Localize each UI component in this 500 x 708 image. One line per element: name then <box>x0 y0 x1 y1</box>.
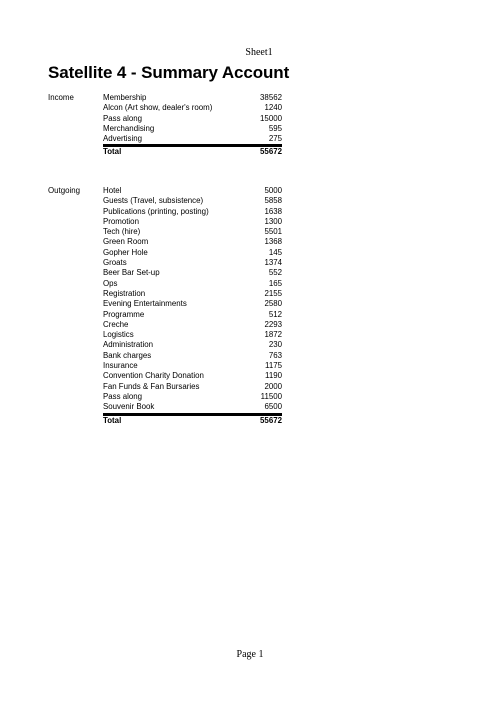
page-title: Satellite 4 - Summary Account <box>48 63 290 82</box>
income-total-row <box>103 145 282 156</box>
income-row <box>103 134 282 145</box>
income-item-label: Advertising <box>103 134 143 144</box>
outgoing-item-label: Logistics <box>103 330 134 340</box>
outgoing-row <box>103 310 282 320</box>
outgoing-row <box>103 299 282 309</box>
outgoing-row <box>103 330 282 340</box>
outgoing-item-label: Tech (hire) <box>103 227 141 237</box>
outgoing-item-label: Convention Charity Donation <box>103 371 204 381</box>
outgoing-row <box>103 320 282 330</box>
outgoing-item-label: Insurance <box>103 361 138 371</box>
outgoing-item-value: 1190 <box>265 371 282 381</box>
outgoing-total-row <box>103 414 282 425</box>
outgoing-row <box>103 279 282 289</box>
outgoing-item-label: Ops <box>103 278 118 288</box>
outgoing-item-value: 5858 <box>264 196 282 206</box>
outgoing-item-value: 1638 <box>264 206 282 216</box>
outgoing-row <box>103 361 282 371</box>
income-total-label: Total <box>103 147 122 157</box>
income-item-value: 595 <box>268 123 282 133</box>
income-label: Income <box>48 93 74 102</box>
income-row <box>103 114 282 124</box>
income-item-value: 1240 <box>264 103 282 113</box>
outgoing-rows <box>103 186 282 425</box>
outgoing-row <box>103 351 282 361</box>
outgoing-item-value: 165 <box>268 278 282 288</box>
outgoing-item-value: 2000 <box>264 381 282 391</box>
outgoing-row <box>103 217 282 227</box>
outgoing-item-label: Bank charges <box>103 350 152 360</box>
outgoing-row <box>103 248 282 258</box>
outgoing-row <box>103 371 282 381</box>
income-total-value: 55672 <box>260 147 282 157</box>
income-rows <box>103 93 282 156</box>
outgoing-item-label: Evening Entertainments <box>103 299 187 309</box>
outgoing-item-value: 1175 <box>265 361 282 371</box>
income-row <box>103 124 282 134</box>
outgoing-item-value: 5501 <box>264 227 282 237</box>
outgoing-item-label: Publications (printing, posting) <box>103 206 209 216</box>
outgoing-row <box>103 392 282 402</box>
outgoing-item-value: 11500 <box>260 391 282 401</box>
outgoing-total-value: 55672 <box>260 415 282 425</box>
outgoing-row <box>103 340 282 350</box>
outgoing-total-label: Total <box>103 415 122 425</box>
outgoing-item-label: Beer Bar Set-up <box>103 268 160 278</box>
outgoing-item-label: Gopher Hole <box>103 247 148 257</box>
outgoing-row <box>103 402 282 413</box>
outgoing-item-label: Registration <box>103 288 146 298</box>
outgoing-item-value: 2580 <box>264 299 282 309</box>
income-item-label: Membership <box>103 93 147 102</box>
income-row <box>103 103 282 113</box>
outgoing-row <box>103 382 282 392</box>
income-item-value: 15000 <box>260 113 282 123</box>
outgoing-row <box>103 289 282 299</box>
outgoing-item-label: Administration <box>103 340 153 350</box>
outgoing-item-value: 763 <box>268 350 282 360</box>
outgoing-item-label: Hotel <box>103 186 122 195</box>
outgoing-item-label: Groats <box>103 258 127 268</box>
outgoing-item-value: 230 <box>268 340 282 350</box>
income-item-label: Alcon (Art show, dealer's room) <box>103 103 213 113</box>
outgoing-item-label: Fan Funds & Fan Bursaries <box>103 381 200 391</box>
page-footer: Page 1 <box>236 649 264 660</box>
outgoing-item-label: Guests (Travel, subsistence) <box>103 196 204 206</box>
outgoing-row <box>103 237 282 247</box>
outgoing-item-value: 1300 <box>264 216 282 226</box>
outgoing-item-value: 1872 <box>264 330 282 340</box>
outgoing-item-label: Creche <box>103 319 129 329</box>
outgoing-item-value: 2155 <box>264 288 282 298</box>
income-item-value: 38562 <box>260 93 282 102</box>
outgoing-item-value: 6500 <box>264 402 282 412</box>
income-item-value: 275 <box>268 134 282 144</box>
sheet-label: Sheet1 <box>245 47 273 58</box>
outgoing-row <box>103 186 282 196</box>
outgoing-label: Outgoing <box>48 186 81 195</box>
outgoing-row <box>103 227 282 237</box>
outgoing-row <box>103 207 282 217</box>
outgoing-item-value: 512 <box>268 309 282 319</box>
outgoing-row <box>103 258 282 268</box>
income-item-label: Merchandising <box>103 123 155 133</box>
outgoing-item-label: Promotion <box>103 216 139 226</box>
outgoing-item-value: 2293 <box>264 319 282 329</box>
outgoing-row <box>103 196 282 206</box>
outgoing-item-value: 1374 <box>264 258 282 268</box>
outgoing-item-label: Programme <box>103 309 145 319</box>
outgoing-item-label: Souvenir Book <box>103 402 155 412</box>
outgoing-item-value: 552 <box>268 268 282 278</box>
outgoing-item-value: 1368 <box>264 237 282 247</box>
income-item-label: Pass along <box>103 113 143 123</box>
outgoing-item-value: 145 <box>268 247 282 257</box>
outgoing-row <box>103 268 282 278</box>
outgoing-item-label: Pass along <box>103 391 143 401</box>
outgoing-item-value: 5000 <box>264 186 282 195</box>
outgoing-item-label: Green Room <box>103 237 149 247</box>
income-row <box>103 93 282 103</box>
